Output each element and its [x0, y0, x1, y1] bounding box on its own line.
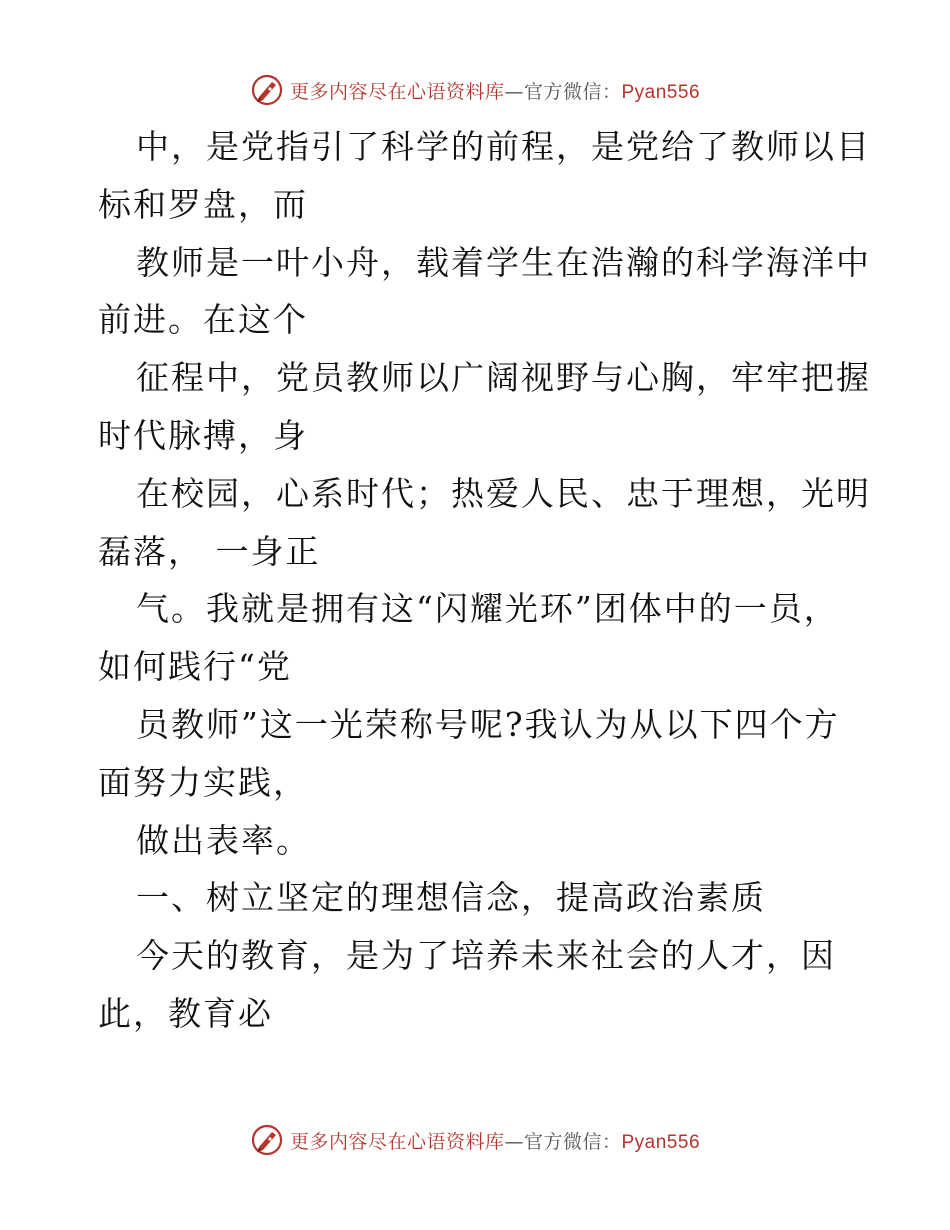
text-line: 标和罗盘，而	[98, 184, 308, 224]
text-line: 如何践行“党	[98, 647, 292, 687]
text-line: 教师是一叶小舟，载着学生在浩瀚的科学海洋中	[136, 242, 871, 282]
text-line: 一、树立坚定的理想信念，提高政治素质	[136, 878, 766, 918]
text-line: 气。我就是拥有这“闪耀光环”团体中的一员，	[136, 589, 839, 629]
text-line: 时代脉搏，身	[98, 415, 308, 455]
banner-handle: Pyan556	[621, 1131, 701, 1153]
header-banner	[0, 70, 950, 110]
banner-site-text: 更多内容尽在心语资料库	[289, 80, 505, 103]
text-line: 做出表率。	[136, 820, 311, 860]
text-line: 今天的教育，是为了培养未来社会的人才，因	[136, 936, 836, 976]
text-line: 在校园，心系时代；热爱人民、忠于理想，光明	[136, 473, 871, 513]
text-line: 面努力实践，	[98, 762, 308, 802]
text-line: 此，教育必	[98, 993, 273, 1033]
text-line: 征程中，党员教师以广阔视野与心胸，牢牢把握	[136, 358, 871, 398]
banner-separator: —	[504, 1130, 524, 1153]
banner-official-label: 官方微信：	[523, 1130, 622, 1153]
text-line: 员教师”这一光荣称号呢?我认为从以下四个方	[136, 704, 840, 744]
text-line: 磊落， 一身正	[98, 531, 321, 571]
text-line: 前进。在这个	[98, 300, 308, 340]
banner-text	[290, 1127, 700, 1154]
pen-logo-icon	[250, 1123, 284, 1157]
pen-logo-icon	[250, 73, 284, 107]
banner-text	[290, 77, 700, 104]
banner-separator: —	[504, 80, 524, 103]
document-body	[98, 118, 871, 1043]
footer-banner	[0, 1120, 950, 1160]
banner-handle: Pyan556	[621, 81, 701, 103]
text-line: 中，是党指引了科学的前程，是党给了教师以目	[136, 127, 871, 166]
banner-official-label: 官方微信：	[523, 80, 622, 103]
banner-site-text: 更多内容尽在心语资料库	[289, 1130, 505, 1153]
